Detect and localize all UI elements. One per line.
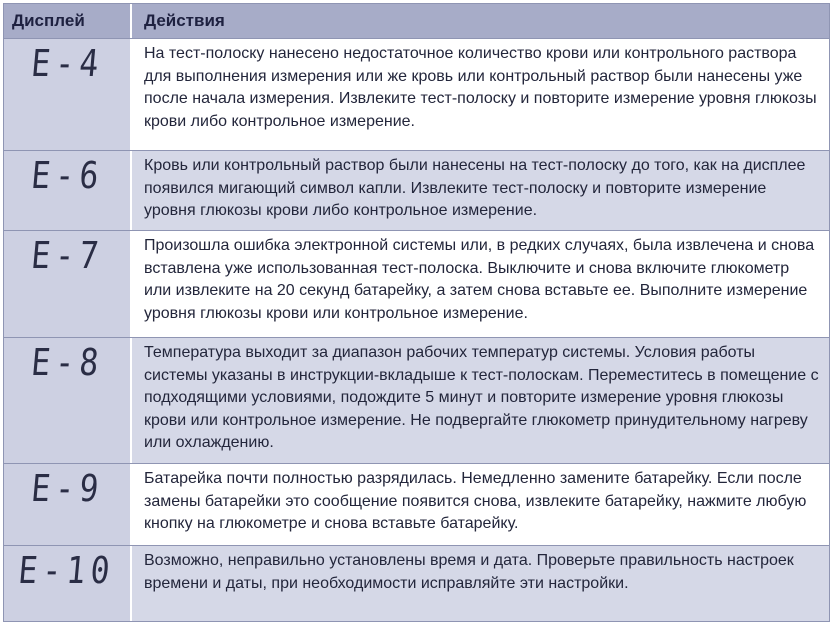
- error-code: E-7: [29, 234, 105, 277]
- table-row: [4, 151, 829, 231]
- code-cell: [4, 546, 132, 621]
- action-text: На тест-полоску нанесено недостаточное количество крови или контрольного раствора для выполнения измерения или же кровь или контрольный раствор были нанесены уже после начала измерения. Извлеките тест-полоску и повторите измерение уровня глюкозы крови либо контрольное измерение.: [132, 39, 829, 150]
- action-text: Температура выходит за диапазон рабочих температур системы. Условия работы системы указаны в инструкции-вкладыше к тест-полоскам. Переместитесь в помещение с подходящими условиями, подождите 5 минут и повторите измерение уровня глюкозы крови или контрольное измерение. Не подвергайте глюкометр принудительному нагреву или охлаждению.: [132, 338, 829, 463]
- action-text: Произошла ошибка электронной системы или, в редких случаях, была извлечена и снова вставлена уже использованная тест-полоска. Выключите и снова включите глюкометр или извлеките на 20 секунд батарейку, а затем снова вставьте ее. Выполните измерение уровня глюкозы крови или контрольное измерение.: [132, 231, 829, 337]
- table-row: [4, 464, 829, 546]
- action-text: Кровь или контрольный раствор были нанесены на тест-полоску до того, как на дисплее появился мигающий символ капли. Извлеките тест-полоску и повторите измерение уровня глюкозы крови либо контрольное измерение.: [132, 151, 829, 230]
- error-code: E-9: [29, 467, 105, 510]
- header-actions: Действия: [144, 11, 225, 30]
- code-cell: [4, 231, 132, 337]
- table-row: [4, 338, 829, 464]
- error-code: E-8: [29, 341, 105, 384]
- action-text: Батарейка почти полностью разрядилась. Немедленно замените батарейку. Если после замены батарейки это сообщение появится снова, извлеките батарейку, нажмите любую кнопку на глюкометре и снова вставьте батарейку.: [132, 464, 829, 545]
- table-row: [4, 546, 829, 621]
- code-cell: [4, 151, 132, 230]
- header-display: Дисплей: [4, 4, 132, 38]
- error-code: E-6: [29, 154, 105, 197]
- table-row: [4, 39, 829, 151]
- table-header: [4, 4, 829, 39]
- table-row: [4, 231, 829, 338]
- code-cell: [4, 39, 132, 150]
- error-codes-table: [3, 3, 830, 622]
- code-cell: [4, 464, 132, 545]
- action-text: Возможно, неправильно установлены время и дата. Проверьте правильность настроек времени и даты, при необходимости исправляйте эти настройки.: [132, 546, 829, 621]
- code-cell: [4, 338, 132, 463]
- error-code: E-10: [16, 549, 117, 592]
- error-code: E-4: [29, 42, 105, 85]
